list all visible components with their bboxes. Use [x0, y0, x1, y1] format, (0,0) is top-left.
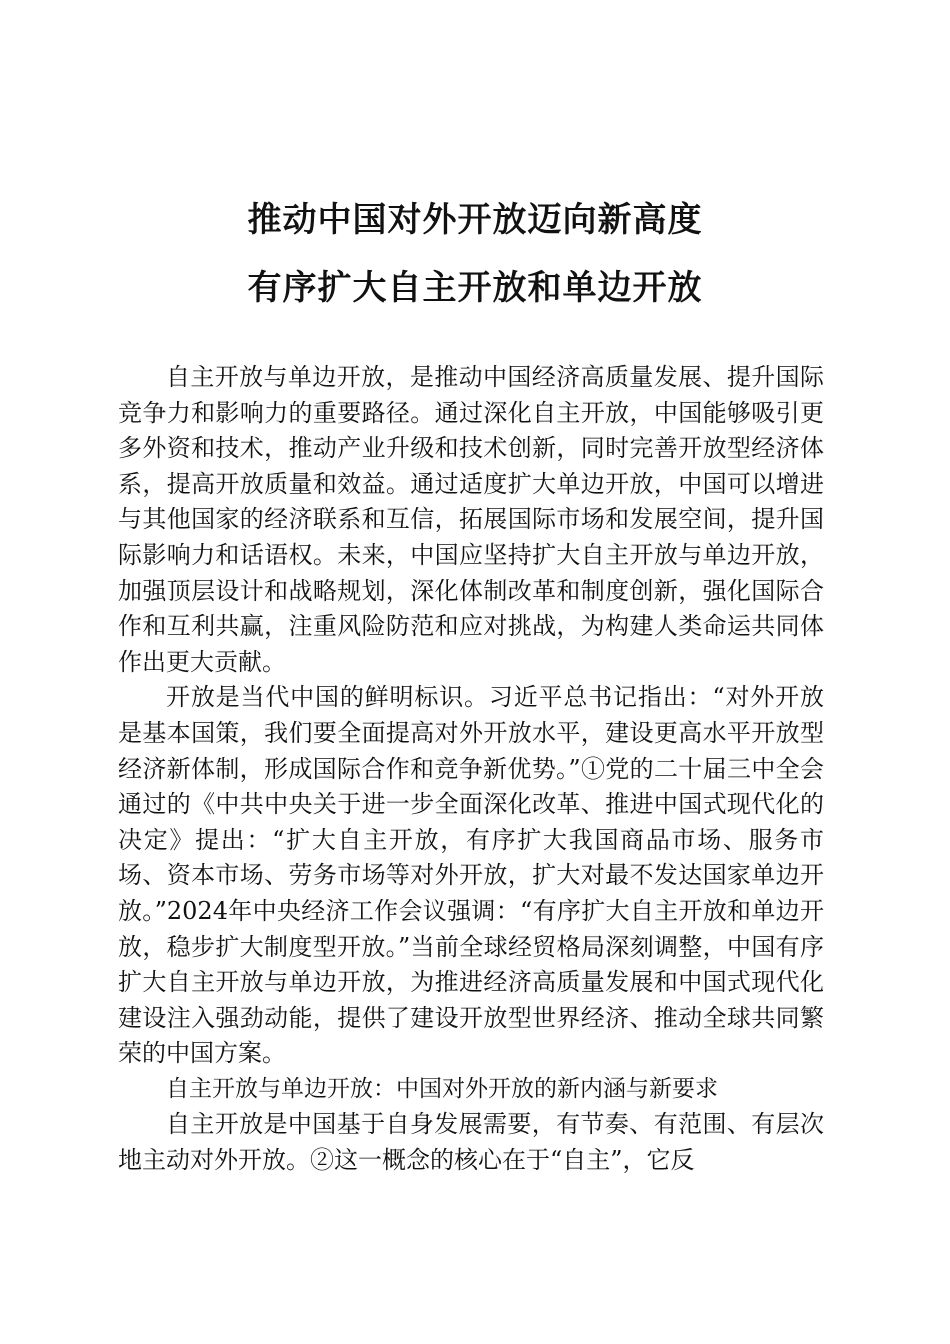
section-paragraph: 自主开放是中国基于自身发展需要，有节奏、有范围、有层次地主动对外开放。②这一概念的核心在于“自主”，它反: [118, 1110, 824, 1175]
body-paragraph-2: 开放是当代中国的鲜明标识。习近平总书记指出：“对外开放是基本国策，我们要全面提高对外开放水平，建设更高水平开放型经济新体制，形成国际合作和竞争新优势。”①党的二十届三中全会通过的《中共中央关于进一步全面深化改革、推进中国式现代化的决定》提出：“扩大自主开放，有序扩大我国商品市场、服务市场、资本市场、劳务市场等对外开放，扩大对最不发达国家单边开放。”2024年中央经济工作会议强调：“有序扩大自主开放和单边开放，稳步扩大制度型开放。”当前全球经贸格局深刻调整，中国有序扩大自主开放与单边开放，为推进经济高质量发展和中国式现代化建设注入强劲动能，提供了建设开放型世界经济、推动全球共同繁荣的中国方案。: [118, 683, 824, 1068]
document-body: [118, 360, 824, 1179]
section-heading: 自主开放与单边开放：中国对外开放的新内涵与新要求: [166, 1075, 718, 1102]
body-paragraph-1: 自主开放与单边开放，是推动中国经济高质量发展、提升国际竞争力和影响力的重要路径。通过深化自主开放，中国能够吸引更多外资和技术，推动产业升级和技术创新，同时完善开放型经济体系，提高开放质量和效益。通过适度扩大单边开放，中国可以增进与其他国家的经济联系和互信，拓展国际市场和发展空间，提升国际影响力和话语权。未来，中国应坚持扩大自主开放与单边开放，加强顶层设计和战略规划，深化体制改革和制度创新，强化国际合作和互利共赢，注重风险防范和应对挑战，为构建人类命运共同体作出更大贡献。: [118, 363, 824, 676]
document-title: 推动中国对外开放迈向新高度: [247, 200, 703, 240]
document-subtitle: 有序扩大自主开放和单边开放: [247, 268, 703, 308]
